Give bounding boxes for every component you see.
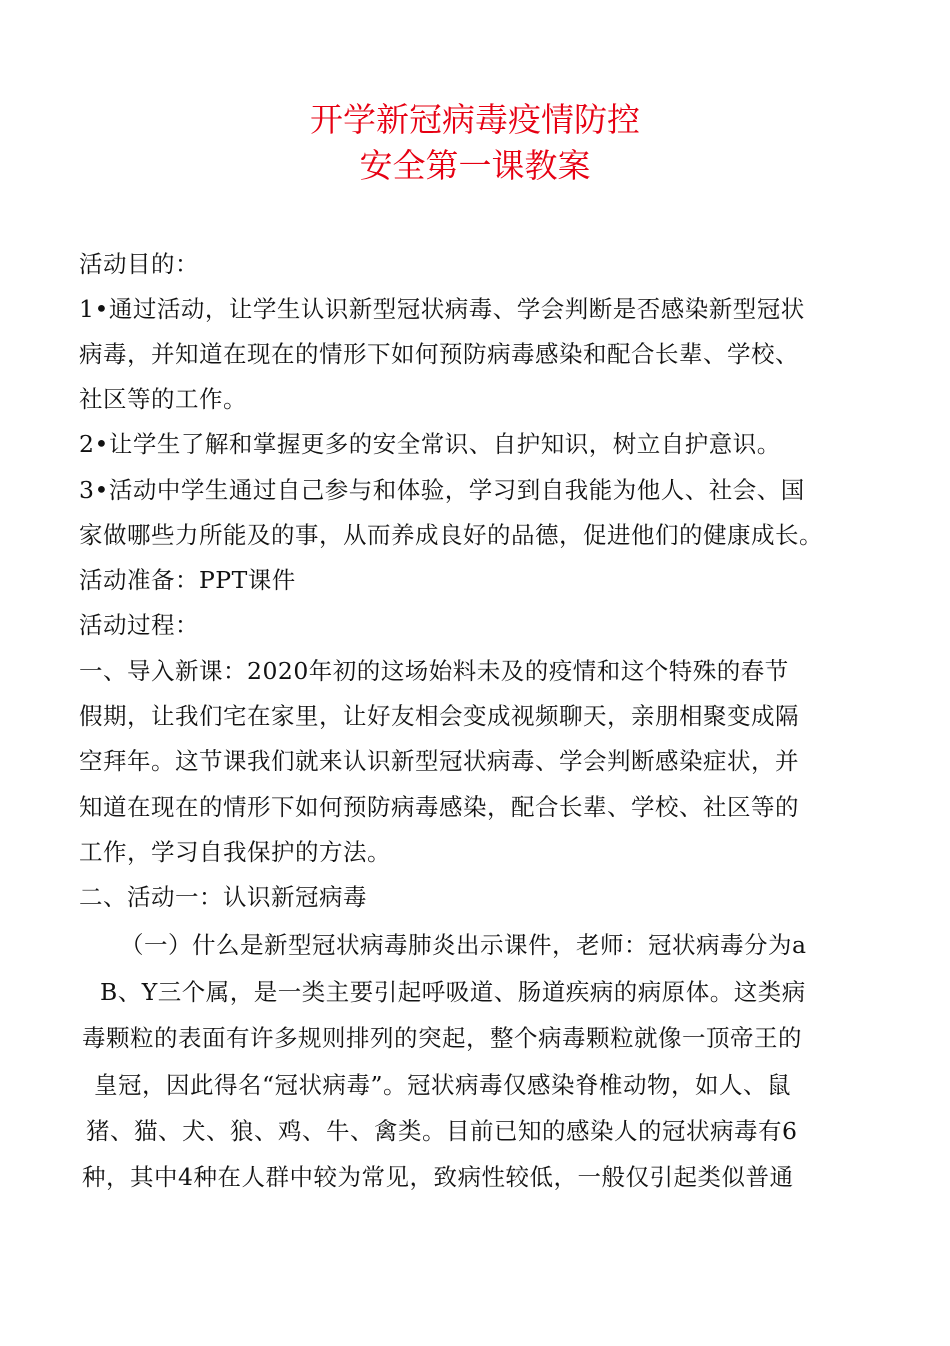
paragraph-line: 一、导入新课：2020年初的这场始料未及的疫情和这个特殊的春节 [79,657,789,685]
section-heading-process: 活动过程： [79,611,199,639]
document-title-line2: 安全第一课教案 [359,146,591,185]
paragraph-line: 病毒，并知道在现在的情形下如何预防病毒感染和配合长辈、学校、 [79,340,799,368]
section-heading-preparation: 活动准备：PPT课件 [79,566,296,594]
paragraph-line: 猪、猫、犬、狼、鸡、牛、禽类。目前已知的感染人的冠状病毒有6 [86,1117,798,1145]
paragraph-line: 知道在现在的情形下如何预防病毒感染，配合长辈、学校、社区等的 [79,793,799,821]
paragraph-line: 3•活动中学生通过自己参与和体验，学习到自我能为他人、社会、国 [79,476,805,504]
paragraph-line: B、Y三个属，是一类主要引起呼吸道、肠道疾病的病原体。这类病 [100,978,806,1006]
paragraph-line: 毒颗粒的表面有许多规则排列的突起，整个病毒颗粒就像一顶帝王的 [82,1024,802,1052]
paragraph-line: 社区等的工作。 [79,385,247,413]
paragraph-line: 空拜年。这节课我们就来认识新型冠状病毒、学会判断感染症状，并 [79,747,799,775]
paragraph-line: 工作，学习自我保护的方法。 [79,838,391,866]
paragraph-line: 假期，让我们宅在家里，让好友相会变成视频聊天，亲朋相聚变成隔 [79,702,799,730]
paragraph-line: 2•让学生了解和掌握更多的安全常识、自护知识，树立自护意识。 [79,430,781,458]
paragraph-line: 种，其中4种在人群中较为常见，致病性较低，一般仅引起类似普通 [82,1163,794,1191]
paragraph-line: 1•通过活动，让学生认识新型冠状病毒、学会判断是否感染新型冠状 [79,295,805,323]
section-heading-goals: 活动目的： [79,250,199,278]
section-heading-activity-one: 二、活动一：认识新冠病毒 [79,883,367,911]
paragraph-line: 家做哪些力所能及的事，从而养成良好的品德，促进他们的健康成长。 [79,521,823,549]
document-title-line1: 开学新冠病毒疫情防控 [310,100,640,139]
paragraph-line: （一）什么是新型冠状病毒肺炎出示课件，老师：冠状病毒分为a [120,931,807,959]
paragraph-line: 皇冠，因此得名“冠状病毒”。冠状病毒仅感染脊椎动物，如人、鼠 [94,1071,792,1099]
